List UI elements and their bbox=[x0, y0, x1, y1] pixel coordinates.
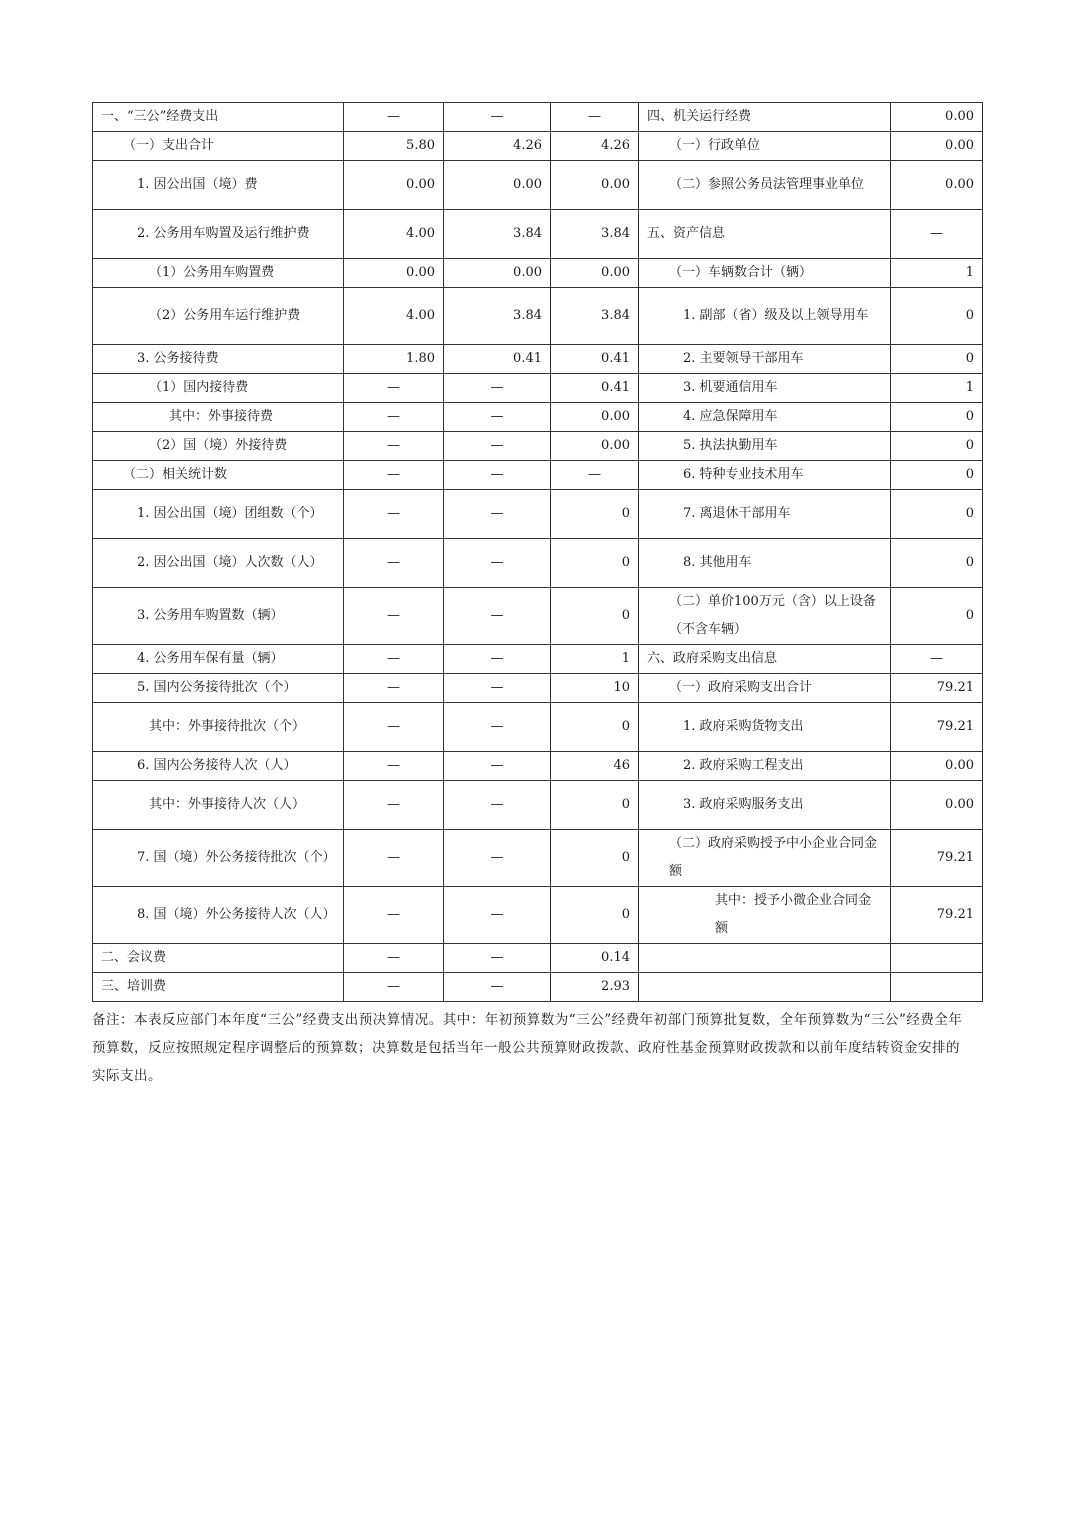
final-account-cell: 0.41 bbox=[551, 374, 639, 403]
right-value-cell: — bbox=[891, 645, 983, 674]
final-account-cell: 1 bbox=[551, 645, 639, 674]
table-row bbox=[93, 490, 983, 539]
final-account-cell: 2.93 bbox=[551, 973, 639, 1002]
final-account-cell: 46 bbox=[551, 752, 639, 781]
row-label-left: 二、会议费 bbox=[93, 944, 344, 973]
table-row bbox=[93, 345, 983, 374]
table-row bbox=[93, 752, 983, 781]
full-year-budget-cell: — bbox=[444, 588, 551, 645]
initial-budget-cell: 1.80 bbox=[344, 345, 444, 374]
full-year-budget-cell: — bbox=[444, 944, 551, 973]
final-account-cell: 0 bbox=[551, 781, 639, 830]
initial-budget-cell: — bbox=[344, 432, 444, 461]
row-label-right bbox=[639, 944, 891, 973]
final-account-cell: 0 bbox=[551, 830, 639, 887]
right-value-cell: 0 bbox=[891, 288, 983, 345]
final-account-cell: 0 bbox=[551, 887, 639, 944]
row-label-right: 2. 政府采购工程支出 bbox=[639, 752, 891, 781]
row-label-right: 四、机关运行经费 bbox=[639, 103, 891, 132]
right-value-cell: 0 bbox=[891, 539, 983, 588]
full-year-budget-cell: 0.00 bbox=[444, 259, 551, 288]
row-label-left: 三、培训费 bbox=[93, 973, 344, 1002]
expense-table bbox=[92, 102, 983, 1002]
table-row bbox=[93, 403, 983, 432]
row-label-right: （二）单价100万元（含）以上设备（不含车辆） bbox=[639, 588, 891, 645]
expense-table-body bbox=[93, 103, 983, 1002]
initial-budget-cell: — bbox=[344, 944, 444, 973]
full-year-budget-cell: — bbox=[444, 781, 551, 830]
final-account-cell: 0.00 bbox=[551, 161, 639, 210]
right-value-cell: 0 bbox=[891, 490, 983, 539]
initial-budget-cell: 4.00 bbox=[344, 210, 444, 259]
right-value-cell: 79.21 bbox=[891, 703, 983, 752]
row-label-left: 其中：外事接待费 bbox=[93, 403, 344, 432]
full-year-budget-cell: — bbox=[444, 490, 551, 539]
full-year-budget-cell: — bbox=[444, 374, 551, 403]
row-label-right: （二）参照公务员法管理事业单位 bbox=[639, 161, 891, 210]
full-year-budget-cell: — bbox=[444, 432, 551, 461]
table-row bbox=[93, 830, 983, 887]
row-label-left: 其中：外事接待人次（人） bbox=[93, 781, 344, 830]
final-account-cell: 10 bbox=[551, 674, 639, 703]
final-account-cell: 0.00 bbox=[551, 432, 639, 461]
row-label-left: 8. 国（境）外公务接待人次（人） bbox=[93, 887, 344, 944]
full-year-budget-cell: — bbox=[444, 674, 551, 703]
row-label-right: 1. 副部（省）级及以上领导用车 bbox=[639, 288, 891, 345]
right-value-cell: 0 bbox=[891, 345, 983, 374]
full-year-budget-cell: — bbox=[444, 887, 551, 944]
right-value-cell: 0.00 bbox=[891, 752, 983, 781]
table-row bbox=[93, 973, 983, 1002]
initial-budget-cell: — bbox=[344, 490, 444, 539]
row-label-left: （1）国内接待费 bbox=[93, 374, 344, 403]
initial-budget-cell: — bbox=[344, 752, 444, 781]
initial-budget-cell: — bbox=[344, 374, 444, 403]
row-label-right: 六、政府采购支出信息 bbox=[639, 645, 891, 674]
table-row bbox=[93, 588, 983, 645]
final-account-cell: 0.00 bbox=[551, 259, 639, 288]
row-label-left: 1. 因公出国（境）团组数（个） bbox=[93, 490, 344, 539]
table-note: 备注：本表反应部门本年度“三公”经费支出预决算情况。其中：年初预算数为“三公”经费年初部门预算批复数，全年预算数为“三公”经费全年预算数，反应按照规定程序调整后的预算数；决算数是包括当年一般公共预算财政拨款、政府性基金预算财政拨款和以前年度结转资金安排的实际支出。 bbox=[92, 1012, 963, 1084]
initial-budget-cell: — bbox=[344, 887, 444, 944]
row-label-left: 7. 国（境）外公务接待批次（个） bbox=[93, 830, 344, 887]
row-label-left: 一、“三公”经费支出 bbox=[93, 103, 344, 132]
right-value-cell bbox=[891, 944, 983, 973]
table-row bbox=[93, 703, 983, 752]
row-label-left: 2. 公务用车购置及运行维护费 bbox=[93, 210, 344, 259]
initial-budget-cell: — bbox=[344, 539, 444, 588]
final-account-cell: 4.26 bbox=[551, 132, 639, 161]
table-row bbox=[93, 288, 983, 345]
initial-budget-cell: 0.00 bbox=[344, 259, 444, 288]
row-label-left: 3. 公务接待费 bbox=[93, 345, 344, 374]
right-value-cell: 0 bbox=[891, 403, 983, 432]
row-label-left: （二）相关统计数 bbox=[93, 461, 344, 490]
table-row bbox=[93, 259, 983, 288]
row-label-left: 2. 因公出国（境）人次数（人） bbox=[93, 539, 344, 588]
row-label-right: （一）行政单位 bbox=[639, 132, 891, 161]
row-label-right: 7. 离退休干部用车 bbox=[639, 490, 891, 539]
row-label-right: 其中：授予小微企业合同金额 bbox=[639, 887, 891, 944]
initial-budget-cell: — bbox=[344, 674, 444, 703]
row-label-right: （一）车辆数合计（辆） bbox=[639, 259, 891, 288]
full-year-budget-cell: — bbox=[444, 461, 551, 490]
right-value-cell: — bbox=[891, 210, 983, 259]
row-label-left: 其中：外事接待批次（个） bbox=[93, 703, 344, 752]
table-row bbox=[93, 674, 983, 703]
row-label-left: 4. 公务用车保有量（辆） bbox=[93, 645, 344, 674]
row-label-left: 3. 公务用车购置数（辆） bbox=[93, 588, 344, 645]
row-label-right: 3. 机要通信用车 bbox=[639, 374, 891, 403]
initial-budget-cell: — bbox=[344, 645, 444, 674]
table-row bbox=[93, 432, 983, 461]
table-row bbox=[93, 132, 983, 161]
right-value-cell: 79.21 bbox=[891, 674, 983, 703]
right-value-cell: 0.00 bbox=[891, 132, 983, 161]
full-year-budget-cell: — bbox=[444, 973, 551, 1002]
table-row bbox=[93, 210, 983, 259]
table-row bbox=[93, 103, 983, 132]
row-label-left: （2）公务用车运行维护费 bbox=[93, 288, 344, 345]
full-year-budget-cell: — bbox=[444, 403, 551, 432]
full-year-budget-cell: — bbox=[444, 103, 551, 132]
table-row bbox=[93, 781, 983, 830]
table-row bbox=[93, 944, 983, 973]
right-value-cell: 0.00 bbox=[891, 161, 983, 210]
table-row bbox=[93, 645, 983, 674]
table-row bbox=[93, 374, 983, 403]
final-account-cell: 0.00 bbox=[551, 403, 639, 432]
row-label-right: 1. 政府采购货物支出 bbox=[639, 703, 891, 752]
right-value-cell: 79.21 bbox=[891, 887, 983, 944]
row-label-right: （二）政府采购授予中小企业合同金额 bbox=[639, 830, 891, 887]
row-label-right: 3. 政府采购服务支出 bbox=[639, 781, 891, 830]
full-year-budget-cell: — bbox=[444, 645, 551, 674]
full-year-budget-cell: — bbox=[444, 539, 551, 588]
expense-table-sheet bbox=[92, 102, 982, 1090]
final-account-cell: — bbox=[551, 461, 639, 490]
initial-budget-cell: 0.00 bbox=[344, 161, 444, 210]
table-row bbox=[93, 461, 983, 490]
initial-budget-cell: — bbox=[344, 781, 444, 830]
right-value-cell: 0.00 bbox=[891, 781, 983, 830]
row-label-right: 4. 应急保障用车 bbox=[639, 403, 891, 432]
row-label-right bbox=[639, 973, 891, 1002]
table-row bbox=[93, 887, 983, 944]
final-account-cell: 3.84 bbox=[551, 288, 639, 345]
final-account-cell: 0 bbox=[551, 588, 639, 645]
row-label-right: 五、资产信息 bbox=[639, 210, 891, 259]
row-label-right: 6. 特种专业技术用车 bbox=[639, 461, 891, 490]
initial-budget-cell: — bbox=[344, 403, 444, 432]
full-year-budget-cell: 4.26 bbox=[444, 132, 551, 161]
row-label-right: 2. 主要领导干部用车 bbox=[639, 345, 891, 374]
right-value-cell: 0 bbox=[891, 432, 983, 461]
row-label-left: 5. 国内公务接待批次（个） bbox=[93, 674, 344, 703]
full-year-budget-cell: 3.84 bbox=[444, 288, 551, 345]
row-label-right: 8. 其他用车 bbox=[639, 539, 891, 588]
initial-budget-cell: — bbox=[344, 461, 444, 490]
table-row bbox=[93, 539, 983, 588]
table-row bbox=[93, 161, 983, 210]
row-label-left: 1. 因公出国（境）费 bbox=[93, 161, 344, 210]
right-value-cell: 79.21 bbox=[891, 830, 983, 887]
initial-budget-cell: 5.80 bbox=[344, 132, 444, 161]
full-year-budget-cell: — bbox=[444, 752, 551, 781]
full-year-budget-cell: 0.00 bbox=[444, 161, 551, 210]
full-year-budget-cell: — bbox=[444, 830, 551, 887]
right-value-cell: 1 bbox=[891, 259, 983, 288]
initial-budget-cell: — bbox=[344, 588, 444, 645]
right-value-cell: 0.00 bbox=[891, 103, 983, 132]
full-year-budget-cell: 0.41 bbox=[444, 345, 551, 374]
initial-budget-cell: — bbox=[344, 703, 444, 752]
initial-budget-cell: — bbox=[344, 830, 444, 887]
right-value-cell: 0 bbox=[891, 588, 983, 645]
final-account-cell: 0 bbox=[551, 490, 639, 539]
full-year-budget-cell: — bbox=[444, 703, 551, 752]
final-account-cell: 0.41 bbox=[551, 345, 639, 374]
row-label-left: 6. 国内公务接待人次（人） bbox=[93, 752, 344, 781]
final-account-cell: 3.84 bbox=[551, 210, 639, 259]
row-label-right: 5. 执法执勤用车 bbox=[639, 432, 891, 461]
right-value-cell: 1 bbox=[891, 374, 983, 403]
final-account-cell: 0 bbox=[551, 539, 639, 588]
full-year-budget-cell: 3.84 bbox=[444, 210, 551, 259]
row-label-left: （一）支出合计 bbox=[93, 132, 344, 161]
initial-budget-cell: — bbox=[344, 103, 444, 132]
final-account-cell: 0.14 bbox=[551, 944, 639, 973]
final-account-cell: 0 bbox=[551, 703, 639, 752]
initial-budget-cell: 4.00 bbox=[344, 288, 444, 345]
row-label-right: （一）政府采购支出合计 bbox=[639, 674, 891, 703]
final-account-cell: — bbox=[551, 103, 639, 132]
row-label-left: （1）公务用车购置费 bbox=[93, 259, 344, 288]
right-value-cell bbox=[891, 973, 983, 1002]
right-value-cell: 0 bbox=[891, 461, 983, 490]
row-label-left: （2）国（境）外接待费 bbox=[93, 432, 344, 461]
initial-budget-cell: — bbox=[344, 973, 444, 1002]
